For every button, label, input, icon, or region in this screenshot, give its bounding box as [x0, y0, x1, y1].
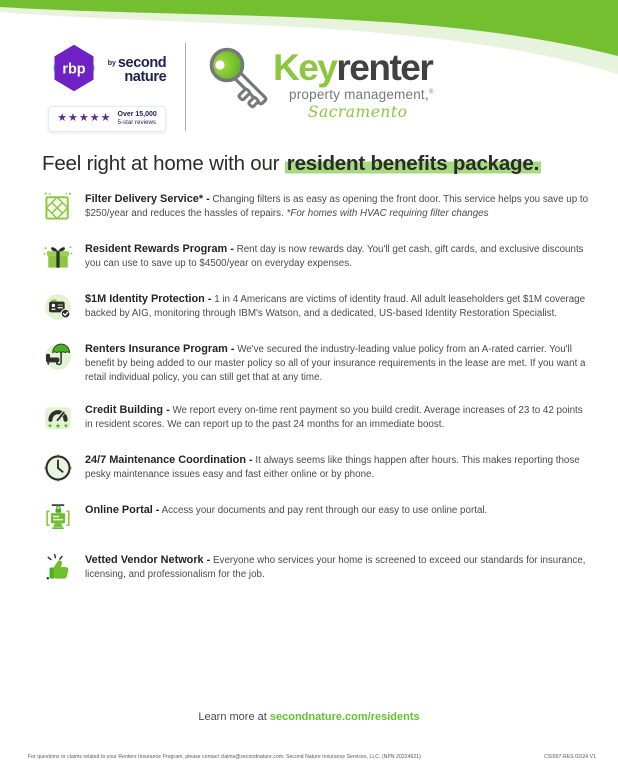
- rbp-logo-text: rbp: [62, 61, 86, 78]
- thumbs-up-icon: [42, 552, 74, 584]
- benefit-row-resident-rewards: [42, 241, 592, 273]
- brand-word-nature: nature: [124, 68, 167, 85]
- benefit-title: $1M Identity Protection -: [85, 293, 212, 305]
- benefit-title: Credit Building -: [85, 404, 170, 417]
- keyrenter-brand-name: [273, 47, 433, 89]
- benefit-description: Changing filters is as easy as opening the front door. This service helps you save up to $250/year and reduces the hassles of repairs.: [85, 194, 589, 220]
- benefit-description: Everyone who services your home is screened to exceed our standards for insurance, licensing, and professionalism for the job.: [85, 555, 586, 581]
- benefits-list: [42, 191, 592, 584]
- benefit-text: [85, 341, 592, 384]
- svg-text:★: ★: [63, 423, 69, 430]
- rbp-logo-icon: [48, 42, 100, 99]
- benefit-row-renters-insurance: [42, 341, 592, 384]
- benefit-text: [85, 241, 592, 273]
- keyrenter-location: Sacramento: [307, 103, 408, 122]
- benefit-text: [85, 502, 487, 534]
- benefit-text: [85, 552, 592, 584]
- byline: by: [107, 60, 116, 68]
- gift-box-icon: [42, 241, 74, 273]
- benefit-title: Vetted Vendor Network -: [85, 554, 211, 567]
- benefit-title: Online Portal -: [85, 504, 160, 517]
- benefit-title: Renters Insurance Program -: [85, 343, 235, 355]
- rbp-logo-block: [46, 42, 168, 132]
- svg-text:★: ★: [47, 423, 53, 430]
- five-stars-icon: ★★★★★: [57, 112, 112, 125]
- keyrenter-tagline: property management,®: [289, 87, 434, 103]
- brand-key: Key: [273, 47, 337, 89]
- brand-word-second: second: [117, 55, 167, 72]
- second-nature-wordmark: [108, 57, 167, 84]
- benefit-footnote: *For homes with HVAC requiring filter changes: [286, 208, 489, 220]
- benefit-text: [85, 452, 592, 484]
- reviews-badge: [48, 106, 166, 132]
- reviews-count: Over 15,000: [117, 111, 157, 118]
- monitor-lock-icon: [42, 502, 74, 534]
- benefit-row-maintenance: [42, 452, 592, 484]
- registered-mark: ®: [428, 89, 434, 96]
- benefit-text: [85, 291, 592, 323]
- key-icon: [203, 43, 269, 130]
- reviews-caption: 5-star reviews: [117, 119, 157, 127]
- brand-renter: renter: [336, 47, 433, 89]
- umbrella-couch-icon: [42, 341, 74, 373]
- learn-more-line: [0, 711, 618, 723]
- benefit-row-online-portal: [42, 502, 592, 534]
- benefit-description: It always seems like things happen after hours. This makes reporting those pesky maintenance issues easy and fast either online or by phone.: [85, 455, 580, 481]
- clock-icon: [42, 452, 74, 484]
- benefit-row-vendor-network: [42, 552, 592, 584]
- doc-code: CSI007-RES 02/24 V1: [544, 754, 596, 760]
- benefit-row-filter-delivery: [42, 191, 592, 223]
- benefit-description: 1 in 4 Americans are victims of identity fraud. All adult leaseholders get $1M coverage backed by AIG, monitoring through IBM's Watson, and a dedicated, US-based Identity Restoration Specialist.: [85, 294, 586, 320]
- svg-text:★: ★: [55, 422, 61, 431]
- logo-row: [46, 42, 433, 132]
- benefit-row-credit-building: [42, 402, 592, 434]
- benefit-text: [85, 191, 592, 223]
- benefit-row-identity-protection: [42, 291, 592, 323]
- benefit-description: Rent day is now rewards day. You'll get cash, gift cards, and exclusive discounts you can use to save up to $4500/year on everyday expenses.: [85, 244, 584, 270]
- benefit-title: 24/7 Maintenance Coordination -: [85, 454, 253, 467]
- headline-normal: Feel right at home with our: [42, 152, 285, 175]
- credit-gauge-icon: [42, 402, 74, 434]
- air-filter-icon: [42, 191, 74, 223]
- benefit-description: We've secured the industry-leading value policy from an A-rated carrier. You'll benefit by being added to our master policy so all of your insurance requirements in the lease are met. If you want a retail individual policy, you can still get that at any time.: [85, 344, 586, 383]
- keyrenter-logo: [203, 43, 433, 130]
- second-nature-residents-link[interactable]: secondnature.com/residents: [269, 711, 420, 723]
- benefit-text: [85, 402, 592, 434]
- logo-divider: [185, 43, 186, 131]
- benefit-description: We report every on-time rent payment so you build credit. Average increases of 23 to 42 points in resident scores. We can report up to the past 24 months for an immediate boost.: [85, 405, 583, 431]
- legal-footer: [28, 754, 596, 760]
- benefit-title: Filter Delivery Service* -: [85, 193, 210, 205]
- benefit-description: Access your documents and pay rent through our easy to use online portal.: [161, 505, 488, 517]
- page-title: [42, 152, 602, 176]
- legal-footnote: For questions or claims related to your Renters Insurance Program, please contact claims@secondnature.com. Second Nature Insurance Services, LLC. (NPN 20224621): [28, 754, 421, 760]
- id-badge-check-icon: [42, 291, 74, 323]
- headline-highlight: resident benefits package.: [286, 152, 540, 175]
- learn-more-prefix: Learn more at: [198, 711, 270, 723]
- benefit-title: Resident Rewards Program -: [85, 243, 234, 255]
